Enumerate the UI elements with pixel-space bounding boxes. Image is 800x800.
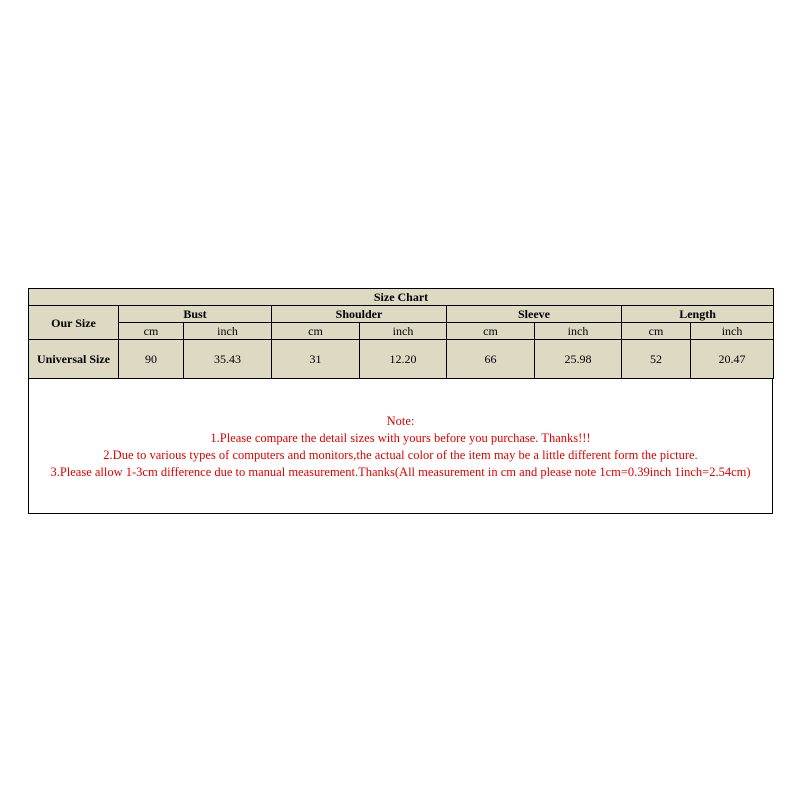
note-line-3: 3.Please allow 1-3cm difference due to manual measurement.Thanks(All measurement in cm and please note 1cm=0.39inch 1inch=2.54cm) — [50, 465, 751, 479]
sleeve-unit-inch: inch — [535, 323, 622, 340]
bust-unit-cm: cm — [119, 323, 184, 340]
shoulder-header: Shoulder — [272, 306, 447, 323]
shoulder-inch-value: 12.20 — [360, 340, 447, 379]
size-chart-title: Size Chart — [29, 289, 774, 306]
bust-unit-inch: inch — [184, 323, 272, 340]
sleeve-cm-value: 66 — [447, 340, 535, 379]
bust-cm-value: 90 — [119, 340, 184, 379]
length-cm-value: 52 — [622, 340, 691, 379]
note-line-1: 1.Please compare the detail sizes with yours before you purchase. Thanks!!! — [210, 431, 591, 445]
length-header: Length — [622, 306, 774, 323]
bust-header: Bust — [119, 306, 272, 323]
size-chart — [28, 288, 773, 514]
sleeve-inch-value: 25.98 — [535, 340, 622, 379]
bust-inch-value: 35.43 — [184, 340, 272, 379]
sleeve-unit-cm: cm — [447, 323, 535, 340]
size-chart-table — [28, 288, 774, 379]
length-inch-value: 20.47 — [691, 340, 774, 379]
length-unit-inch: inch — [691, 323, 774, 340]
sleeve-header: Sleeve — [447, 306, 622, 323]
length-unit-cm: cm — [622, 323, 691, 340]
note-heading: Note: — [386, 414, 415, 428]
shoulder-unit-cm: cm — [272, 323, 360, 340]
shoulder-unit-inch: inch — [360, 323, 447, 340]
note-line-2: 2.Due to various types of computers and monitors,the actual color of the item may be a little different form the picture. — [103, 448, 698, 462]
our-size-header: Our Size — [29, 306, 119, 340]
size-label: Universal Size — [29, 340, 119, 379]
note-box — [28, 379, 773, 514]
table-row — [29, 340, 774, 379]
shoulder-cm-value: 31 — [272, 340, 360, 379]
